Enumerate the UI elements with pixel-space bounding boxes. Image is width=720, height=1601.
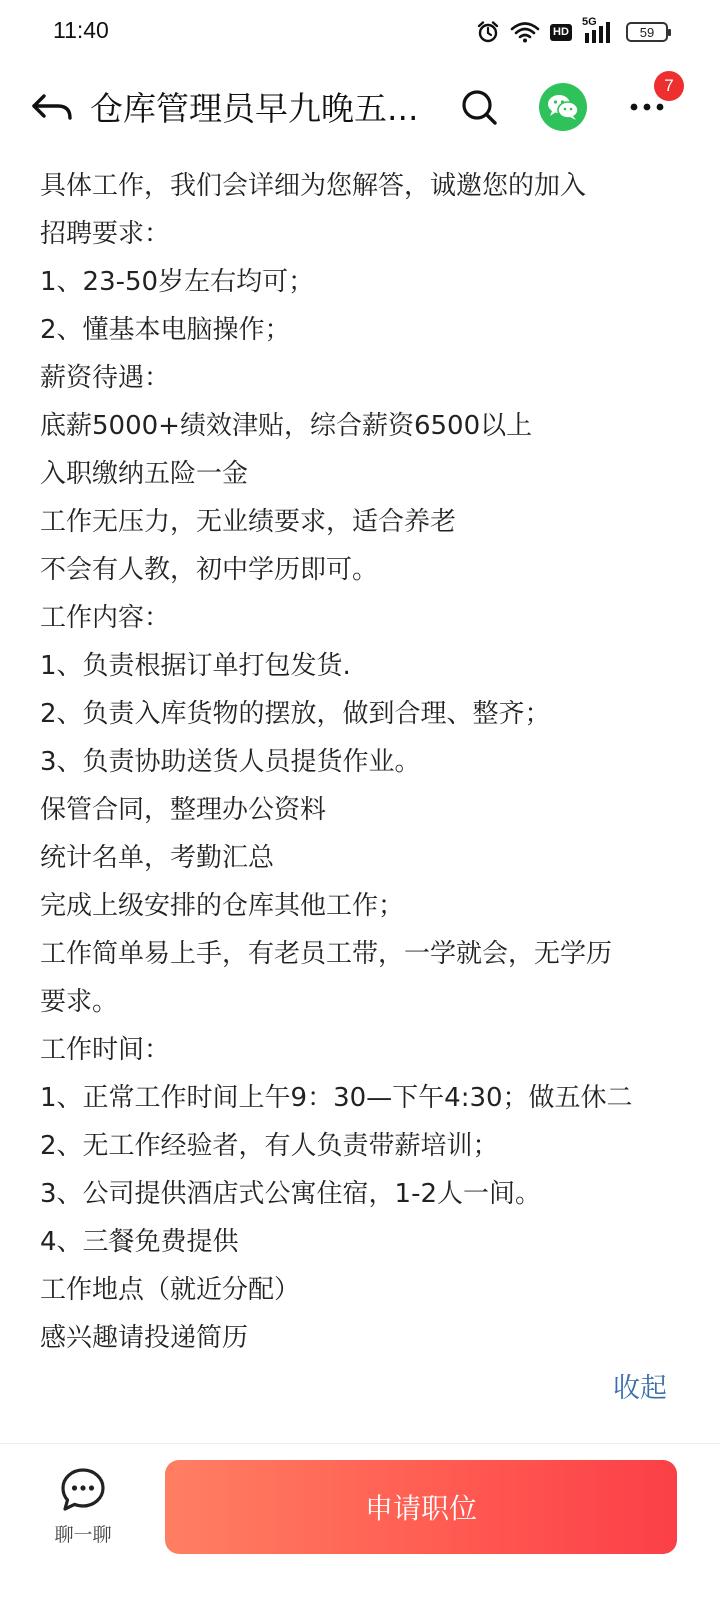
chat-label: 聊一聊 <box>54 1524 112 1546</box>
hd-badge: HD <box>550 24 572 41</box>
page-title: 仓库管理员早九晚五... <box>90 89 419 128</box>
description-line: 2、负责入库货物的摆放，做到合理、整齐； <box>40 699 551 729</box>
description-line: 要求。 <box>40 987 119 1017</box>
description-line: 不会有人教，初中学历即可。 <box>40 555 379 585</box>
description-line: 1、负责根据订单打包发货. <box>40 651 351 681</box>
description-line: 1、正常工作时间上午9：30—下午4:30；做五休二 <box>40 1083 633 1113</box>
status-icons <box>476 18 668 46</box>
back-arrow-icon <box>28 86 76 130</box>
chat-button[interactable] <box>40 1466 126 1566</box>
description-line: 2、无工作经验者，有人负责带薪培训； <box>40 1131 499 1161</box>
description-line: 4、三餐免费提供 <box>40 1227 239 1257</box>
signal-icon <box>582 16 616 45</box>
back-button[interactable] <box>28 86 76 130</box>
description-line: 工作无压力，无业绩要求，适合养老 <box>40 507 457 537</box>
wifi-icon <box>510 21 540 43</box>
network-type-label: 5G <box>582 16 597 28</box>
search-icon <box>460 88 500 128</box>
description-line: 3、公司提供酒店式公寓住宿，1-2人一间。 <box>40 1179 542 1209</box>
description-line: 薪资待遇： <box>40 363 171 393</box>
app-bar <box>0 64 720 154</box>
description-line: 统计名单，考勤汇总 <box>40 843 275 873</box>
battery-icon <box>626 22 668 42</box>
notification-badge: 7 <box>654 71 684 101</box>
status-time: 11:40 <box>53 17 109 43</box>
status-bar <box>0 0 720 64</box>
description-line: 2、懂基本电脑操作； <box>40 315 291 345</box>
alarm-icon <box>476 20 500 44</box>
collapse-link[interactable]: 收起 <box>613 1373 667 1404</box>
description-line: 完成上级安排的仓库其他工作； <box>40 891 405 921</box>
job-description <box>40 162 680 1362</box>
description-line: 3、负责协助送货人员提货作业。 <box>40 747 421 777</box>
description-line: 保管合同，整理办公资料 <box>40 795 327 825</box>
description-line: 工作时间： <box>40 1035 171 1065</box>
description-line: 工作地点（就近分配） <box>40 1275 301 1305</box>
bottom-action-bar <box>0 1443 720 1601</box>
apply-job-button[interactable]: 申请职位 <box>165 1460 677 1554</box>
description-line: 工作简单易上手，有老员工带，一学就会，无学历 <box>40 939 613 969</box>
description-line: 入职缴纳五险一金 <box>40 459 249 489</box>
description-line: 感兴趣请投递简历 <box>40 1323 249 1353</box>
description-line: 具体工作，我们会详细为您解答，诚邀您的加入 <box>40 171 587 201</box>
description-line: 底薪5000+绩效津贴，综合薪资6500以上 <box>40 411 533 441</box>
description-line: 招聘要求： <box>40 219 171 249</box>
chat-bubble-icon <box>59 1466 107 1514</box>
description-line: 1、23-50岁左右均可； <box>40 267 315 297</box>
search-button[interactable] <box>460 88 500 128</box>
wechat-share-button[interactable] <box>539 83 587 131</box>
battery-level: 59 <box>639 24 655 40</box>
wechat-icon <box>546 92 580 122</box>
description-line: 工作内容： <box>40 603 171 633</box>
